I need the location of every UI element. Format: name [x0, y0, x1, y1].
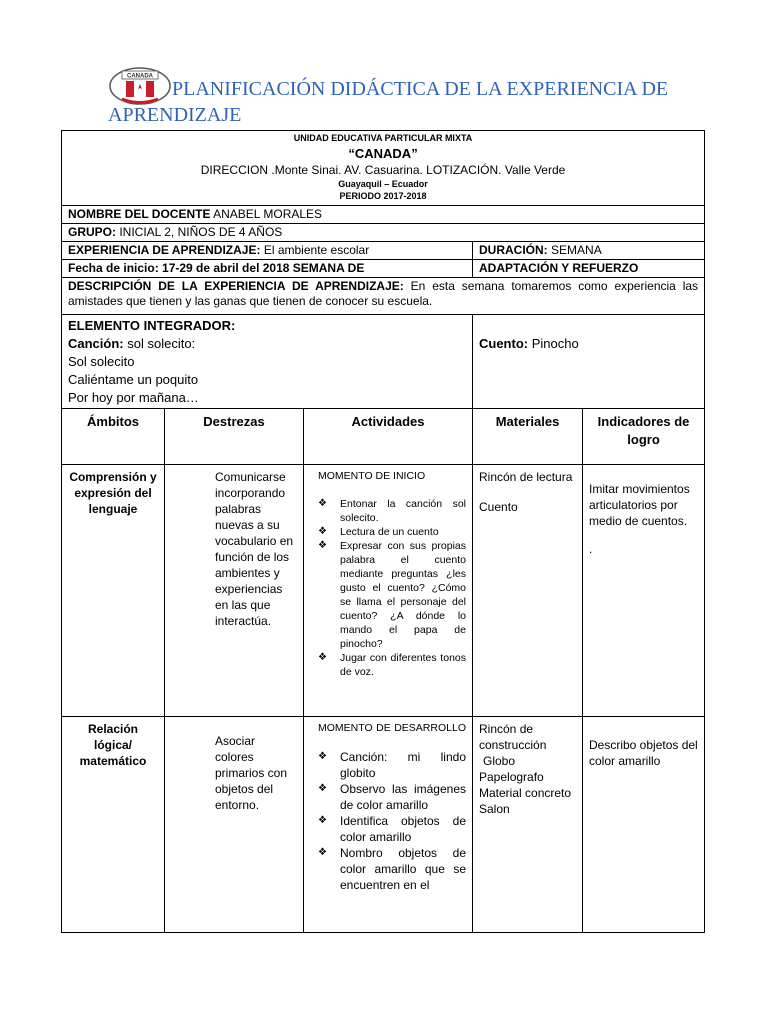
experiencia-value: El ambiente escolar [263, 243, 370, 257]
material-item: Material concreto [479, 786, 572, 800]
table-row [62, 465, 705, 717]
school-address: DIRECCION .Monte Sinai. AV. Casuarina. LOTIZACIÓN. Valle Verde [200, 163, 566, 177]
diamond-bullet-icon: ❖ [318, 751, 327, 762]
indicador-cell [583, 717, 705, 933]
col-destrezas: Destrezas [165, 409, 304, 465]
activity-list [318, 497, 466, 679]
col-indicadores: Indicadores de logro [583, 409, 705, 465]
elemento-row [62, 315, 705, 409]
docente-label: NOMBRE DEL DOCENTE [68, 207, 211, 221]
ambito-cell: Comprensión y expresión del lenguaje [62, 465, 165, 717]
momento-label: MOMENTO DE DESARROLLO [318, 722, 466, 734]
cancion-value: sol solecito: [127, 336, 196, 351]
indicador-extra: . [589, 542, 593, 556]
diamond-bullet-icon: ❖ [318, 783, 327, 794]
experiencia-row [62, 242, 705, 260]
list-item: ❖ Canción: mi lindo globito [318, 750, 466, 780]
semana-value: ADAPTACIÓN Y REFUERZO [479, 261, 639, 275]
material-item: Globo [483, 754, 516, 768]
destreza-cell: Asociar colores primarios con objetos del entorno. [165, 717, 304, 933]
diamond-bullet-icon: ❖ [318, 652, 327, 663]
fecha-row [62, 260, 705, 278]
elemento-label: ELEMENTO INTEGRADOR: [68, 318, 236, 333]
duracion-value: SEMANA [551, 243, 602, 257]
list-item: ❖ Identifica objetos de color amarillo [318, 814, 466, 844]
list-item: ❖ Lectura de un cuento [318, 526, 439, 538]
cancion-line-1: Sol solecito [68, 354, 135, 369]
duracion-label: DURACIÓN: [479, 243, 548, 257]
material-item: Rincón de lectura [479, 470, 573, 484]
cancion-line-3: Por hoy por mañana… [68, 390, 199, 405]
grupo-label: GRUPO: [68, 225, 116, 239]
diamond-bullet-icon: ❖ [318, 847, 327, 858]
col-ambitos: Ámbitos [62, 409, 165, 465]
diamond-bullet-icon: ❖ [318, 540, 327, 551]
actividades-cell [304, 465, 473, 717]
planning-table [61, 130, 705, 933]
cancion-label: Canción: [68, 336, 124, 351]
activity-list [318, 749, 466, 893]
materiales-cell [473, 465, 583, 717]
indicador-text: Describo objetos del color amarillo [589, 738, 698, 768]
list-item: ❖ Jugar con diferentes tonos de voz. [318, 652, 466, 678]
experiencia-label: EXPERIENCIA DE APRENDIZAJE: [68, 243, 261, 257]
cuento-value: Pinocho [531, 336, 579, 351]
grupo-row [62, 224, 705, 242]
material-item: Rincón de construcción [479, 722, 547, 752]
table-row [62, 717, 705, 933]
cuento-label: Cuento: [479, 336, 529, 351]
school-city: Guayaquil – Ecuador [338, 179, 428, 189]
school-period: PERIODO 2017-2018 [339, 191, 427, 201]
cancion-line-2: Caliéntame un poquito [68, 372, 199, 387]
material-item: Papelografo [479, 770, 544, 784]
school-name: “CANADA” [348, 146, 418, 161]
col-actividades: Actividades [304, 409, 473, 465]
school-header-row [62, 131, 705, 206]
list-item: ❖ Nombro objetos de color amarillo que se encuentren en el [318, 846, 466, 892]
momento-label: MOMENTO DE INICIO [318, 470, 426, 482]
diamond-bullet-icon: ❖ [318, 526, 327, 537]
diamond-bullet-icon: ❖ [318, 815, 327, 826]
diamond-bullet-icon: ❖ [318, 498, 327, 509]
document-title: PLANIFICACIÓN DIDÁCTICA DE LA EXPERIENCIA DE APRENDIZAJE [108, 78, 669, 126]
fecha-text: Fecha de inicio: 17-29 de abril del 2018 SEMANA DE [68, 261, 365, 275]
material-item: Cuento [479, 500, 518, 514]
list-item: ❖ Entonar la canción sol solecito. [318, 498, 466, 524]
actividades-cell [304, 717, 473, 933]
material-item: Salon [479, 802, 510, 816]
ambito-cell: Relación lógica/ matemático [62, 717, 165, 933]
list-item: ❖ Expresar con sus propias palabra el cuento mediante preguntas ¿les gusto el cuento? ¿Cómo se llama el personaje del cuento? ¿A dónde lo mando el papa de pinocho? [318, 540, 466, 650]
materiales-cell [473, 717, 583, 933]
school-type: UNIDAD EDUCATIVA PARTICULAR MIXTA [293, 133, 473, 143]
list-item: ❖ Observo las imágenes de color amarillo [318, 782, 466, 812]
indicador-text: Imitar movimientos articulatorios por medio de cuentos. [589, 482, 690, 528]
docente-value: ANABEL MORALES [213, 207, 323, 221]
column-header-row [62, 409, 705, 465]
destreza-cell: Comunicarse incorporando palabras nuevas a su vocabulario en función de los ambientes y experiencias en las que interactúa. [165, 465, 304, 717]
col-materiales: Materiales [473, 409, 583, 465]
descripcion-value: En esta semana tomaremos como experiencia las amistades que tienen y las ganas que tienen de conocer su escuela. [68, 279, 699, 308]
indicador-cell [583, 465, 705, 717]
grupo-value: INICIAL 2, NIÑOS DE 4 AÑOS [119, 225, 283, 239]
docente-row [62, 206, 705, 224]
descripcion-label: DESCRIPCIÓN DE LA EXPERIENCIA DE APRENDIZAJE: [68, 279, 404, 293]
logo-text: CANADA [127, 73, 153, 80]
descripcion-row [62, 278, 705, 315]
